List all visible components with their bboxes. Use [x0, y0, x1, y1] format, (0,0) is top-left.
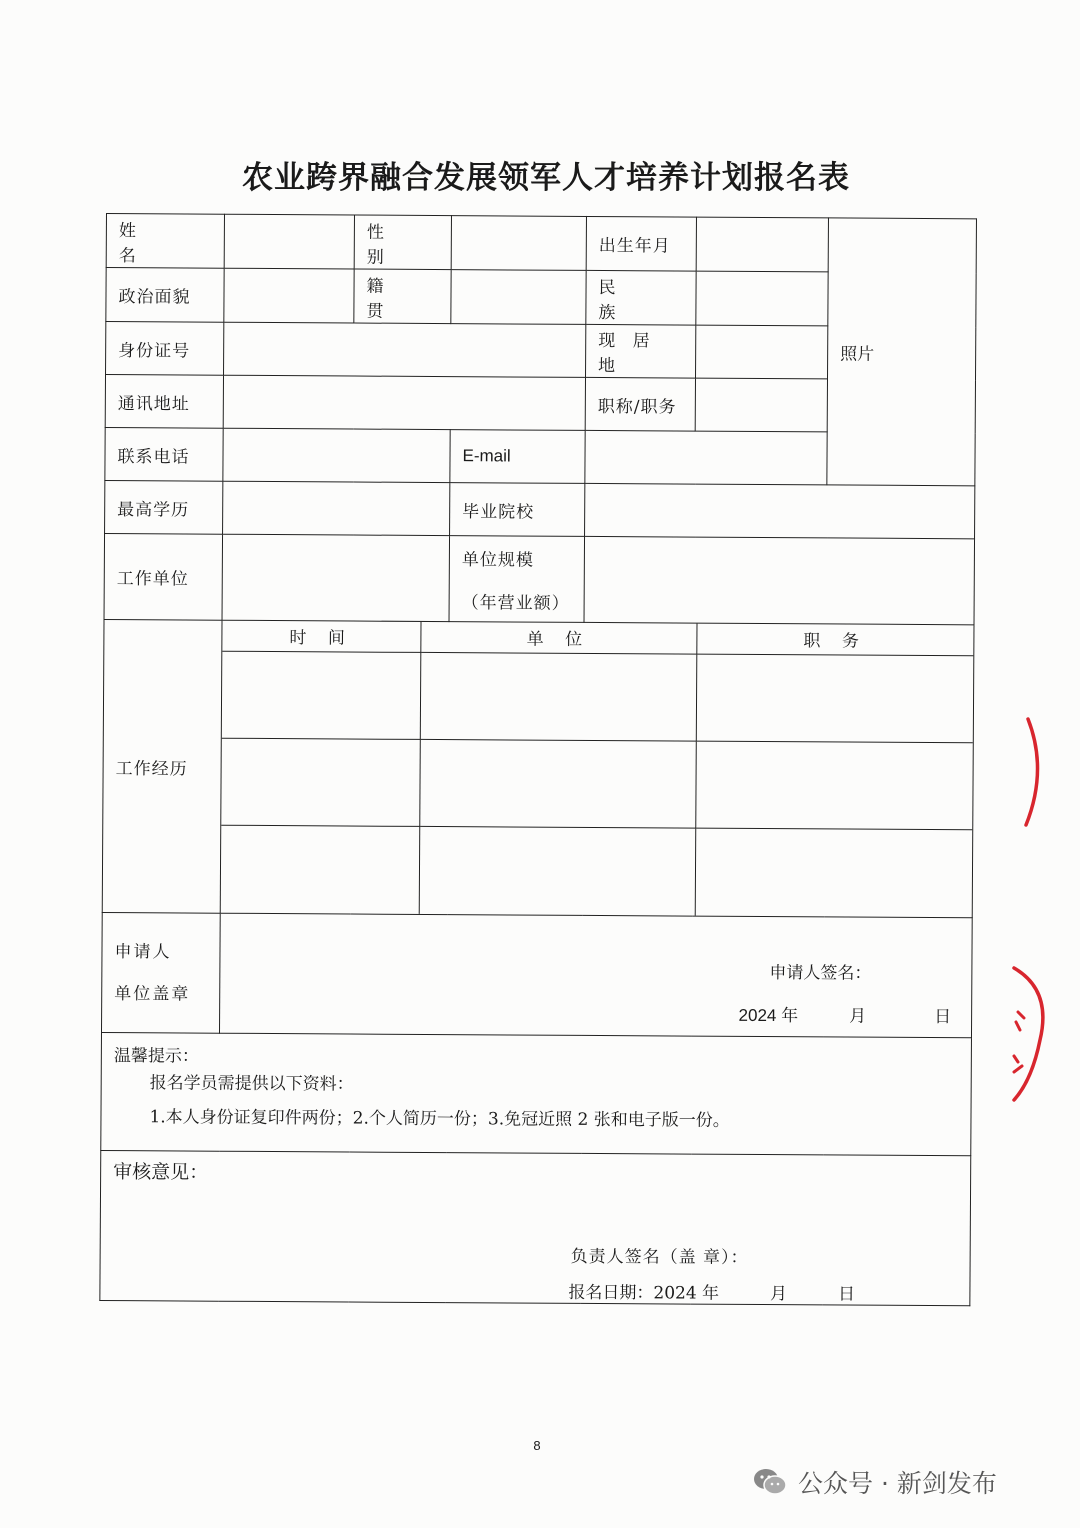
- reviewer-signature-label: 负责人签名（盖 章）：: [570, 1246, 749, 1268]
- school-field[interactable]: [585, 483, 975, 538]
- experience-position-cell[interactable]: [695, 741, 973, 830]
- political-field[interactable]: [224, 268, 354, 323]
- experience-position-cell[interactable]: [695, 828, 973, 918]
- applicant-stamp-label: 申请人 单位盖章: [101, 912, 220, 1033]
- native-place-field[interactable]: [451, 270, 586, 325]
- address-field[interactable]: [223, 375, 585, 430]
- phone-field[interactable]: [223, 428, 450, 482]
- page-number: 8: [533, 1438, 541, 1453]
- ethnicity-field[interactable]: [696, 271, 828, 326]
- experience-header-time: 时 间: [222, 621, 420, 652]
- review-section[interactable]: [100, 1150, 971, 1305]
- birth-field[interactable]: [696, 217, 828, 272]
- school-label: 毕业院校: [450, 483, 585, 537]
- ethnicity-label: 民 族: [586, 270, 696, 325]
- work-experience-grid-cell: [220, 620, 974, 918]
- notice-title: 温馨提示：: [113, 1046, 199, 1067]
- notice-line-2: 1.本人身份证复印件两份；2.个人简历一份；3.免冠近照 2 张和电子版一份。: [149, 1107, 730, 1131]
- address-label: 通讯地址: [105, 375, 223, 429]
- photo-label: 照片: [840, 343, 875, 365]
- gender-field[interactable]: [451, 216, 586, 271]
- political-label: 政治面貌: [106, 268, 224, 323]
- email-label: E-mail: [450, 430, 585, 484]
- form-title: 农业跨界融合发展领军人才培养计划报名表: [242, 160, 850, 196]
- watermark-text: 公众号 · 新剑发布: [798, 1469, 997, 1498]
- wechat-icon: [752, 1467, 788, 1497]
- experience-position-cell[interactable]: [696, 654, 974, 743]
- stamp-edge-lower: [1000, 960, 1060, 1110]
- residence-label: 现 居 地: [586, 324, 696, 378]
- company-scale-label: 单位规模 （年营业额）: [449, 536, 585, 623]
- applicant-signature-label: 申请人签名：: [769, 963, 872, 984]
- employer-field[interactable]: [222, 534, 450, 621]
- applicant-stamp-field[interactable]: [219, 913, 972, 1038]
- applicant-date: 2024 年 月 日: [738, 1005, 952, 1027]
- title-position-field[interactable]: [695, 378, 827, 432]
- experience-unit-cell[interactable]: [419, 739, 696, 828]
- company-scale-field[interactable]: [584, 536, 975, 624]
- experience-header-position: 职 务: [696, 624, 973, 656]
- notice-line-1: 报名学员需提供以下资料：: [149, 1073, 354, 1095]
- experience-header-unit: 单 位: [420, 622, 696, 654]
- education-label: 最高学历: [105, 480, 223, 534]
- email-field[interactable]: [585, 430, 827, 484]
- signup-date: 报名日期：2024 年 月 日: [568, 1282, 856, 1305]
- name-field[interactable]: [224, 214, 354, 269]
- stamp-edge-upper: [1000, 715, 1060, 830]
- birth-label: 出生年月: [586, 216, 696, 271]
- notice-section: [101, 1032, 972, 1155]
- employer-label: 工作单位: [104, 533, 223, 620]
- experience-unit-cell[interactable]: [420, 652, 697, 741]
- id-number-field[interactable]: [224, 322, 586, 377]
- id-number-label: 身份证号: [106, 322, 224, 376]
- gender-label: 性 别: [354, 215, 451, 270]
- education-field[interactable]: [223, 481, 450, 535]
- watermark: [752, 1462, 997, 1502]
- residence-field[interactable]: [696, 325, 828, 379]
- name-label: 姓 名: [106, 214, 224, 269]
- work-experience-label: 工作经历: [102, 619, 222, 913]
- experience-unit-cell[interactable]: [419, 826, 696, 916]
- review-opinion-label: 审核意见：: [113, 1161, 209, 1184]
- registration-form-table: [99, 213, 977, 1306]
- work-experience-grid: [221, 621, 974, 918]
- experience-time-cell[interactable]: [221, 738, 420, 826]
- title-position-label: 职称/职务: [585, 377, 695, 431]
- native-place-label: 籍 贯: [354, 269, 451, 324]
- phone-label: 联系电话: [105, 427, 223, 481]
- experience-time-cell[interactable]: [222, 651, 421, 739]
- photo-box[interactable]: [827, 218, 977, 486]
- experience-time-cell[interactable]: [221, 825, 420, 914]
